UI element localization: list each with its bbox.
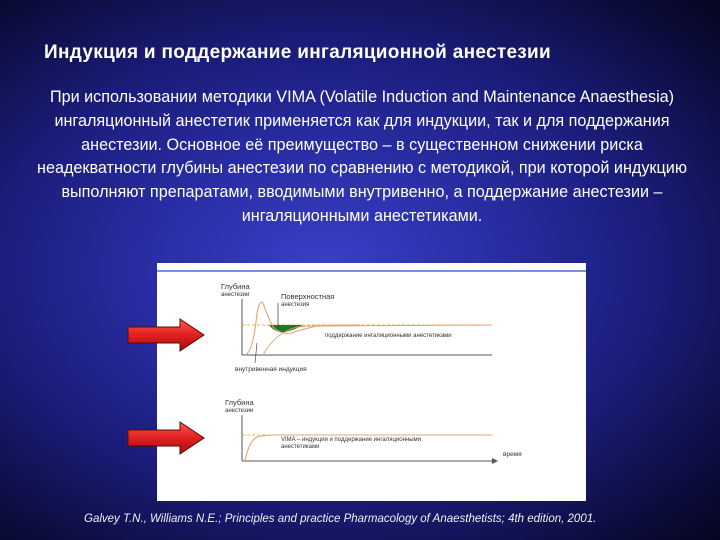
bottom-x-axis-arrowhead <box>492 458 498 464</box>
bottom-vima-label-1: VIMA – индукция и поддержание ингаляционными <box>281 437 422 443</box>
top-shallow-label-1: Поверхностная <box>281 292 335 301</box>
top-y-label-1: Глубина <box>221 282 250 291</box>
top-shallow-label-2: анестезия <box>281 302 310 308</box>
bottom-x-label: время <box>503 451 522 458</box>
citation: Galvey T.N., Williams N.E.; Principles and practice Pharmacology of Anaesthetists; 4th edition, 2001. <box>84 513 597 525</box>
bottom-chart <box>225 398 522 464</box>
slide-title: Индукция и поддержание ингаляционной анестезии <box>44 42 552 63</box>
red-arrow-bottom <box>126 420 206 456</box>
slide-body-text: При использовании методики VIMA (Volatile Induction and Maintenance Anaesthesia) ингаляционный анестетик применяется как для индукции, так и для поддержания анестезии. Основное её преимущество – в существенном снижении риска неадекватности глубины анестезии по сравнению с методикой, при которой индукцию выполняют препаратами, вводимыми внутривенно, а поддержание анестезии – ингаляционными анестетиками. <box>37 88 687 225</box>
bottom-y-label-1: Глубина <box>225 398 254 407</box>
red-arrow-top <box>126 317 206 353</box>
anesthesia-depth-figure <box>157 263 586 501</box>
top-iv-label: внутривенная индукция <box>235 366 307 373</box>
bottom-vima-label-2: анестетиками <box>281 444 320 450</box>
top-y-label-2: анестезии <box>221 292 250 298</box>
top-iv-pointer <box>255 343 257 363</box>
bottom-y-label-2: анестезии <box>225 408 254 414</box>
top-chart <box>221 282 492 373</box>
top-maintenance-label: поддержание ингаляционными анестетиками <box>325 333 452 339</box>
